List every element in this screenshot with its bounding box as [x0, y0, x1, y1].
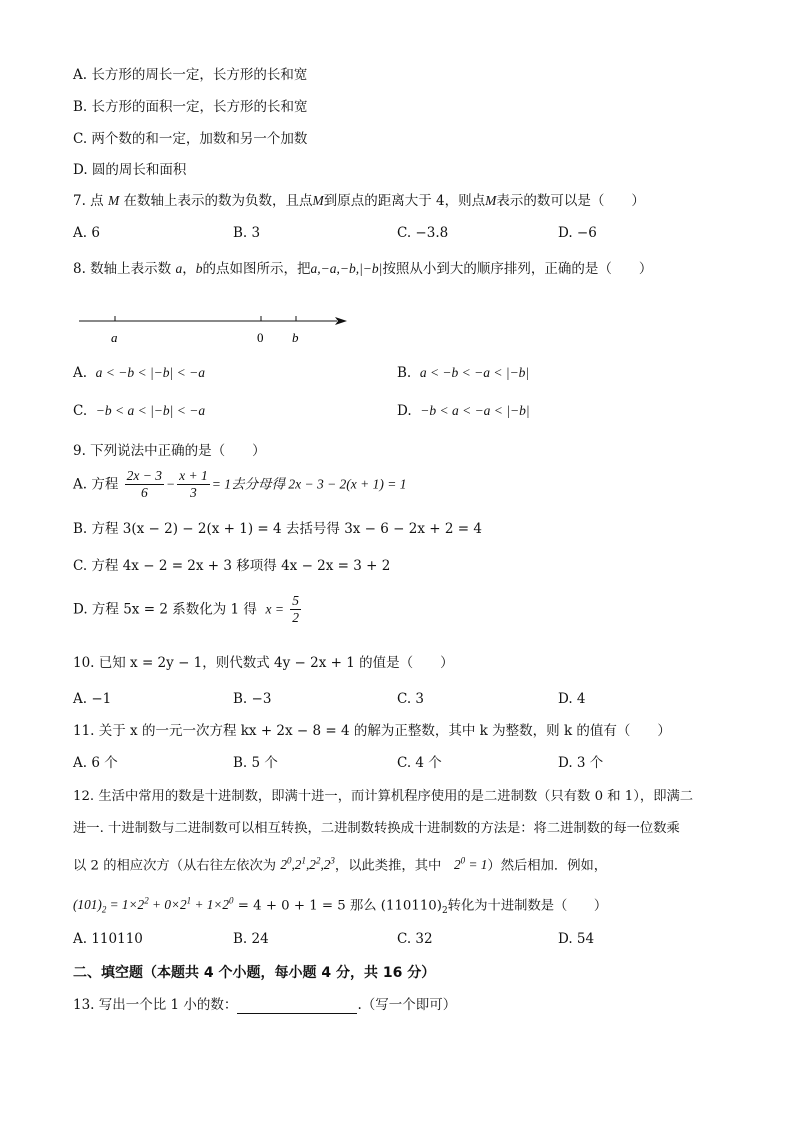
q10-option-b: B. −3	[233, 691, 272, 707]
q9-a-fraction-1: $\frac{2x - 3}{6}$	[126, 468, 162, 500]
q6-option-c: C. 两个数的和一定，加数和另一个加数	[73, 131, 308, 147]
q7-option-a: A. 6	[73, 225, 100, 241]
q8-option-a: A. a < −b < |−b| < −a	[73, 365, 205, 381]
q7-stem: 7. 点 M 在数轴上表示的数为负数，且点M到原点的距离大于 4，则点M表示的数可以是（ ）	[73, 193, 645, 209]
q11-option-a: A. 6 个	[73, 755, 118, 771]
q6-option-a: A. 长方形的周长一定，长方形的长和宽	[73, 67, 308, 83]
label-a: a	[111, 330, 118, 345]
q12-option-a: A. 110110	[73, 931, 143, 947]
q9-stem: 9. 下列说法中正确的是（ ）	[73, 443, 266, 459]
q11-option-b: B. 5 个	[233, 755, 278, 771]
q12-line-1: 12. 生活中常用的数是十进制数，即满十进一，而计算机程序使用的是二进制数（只有数 0 和 1），即满二	[73, 789, 694, 804]
q9-option-d: D. 方程 5x = 2 系数化为 1 得 x = $\frac{5}{2}$	[73, 593, 299, 625]
q10-option-c: C. 3	[397, 691, 425, 707]
q9-d-fraction: $\frac{5}{2}$	[292, 593, 299, 625]
q8-option-b: B. a < −b < −a < |−b|	[397, 365, 530, 381]
q7-option-d: D. −6	[558, 225, 597, 241]
q7-option-b: B. 3	[233, 225, 261, 241]
q11-option-c: C. 4 个	[397, 755, 442, 771]
q8-option-d: D. −b < a < −a < |−b|	[397, 403, 530, 419]
q11-option-d: D. 3 个	[558, 755, 604, 771]
q8-stem: 8. 数轴上表示数 a，b的点如图所示，把a,−a,−b,|−b|按照从小到大的顺序排列，正确的是（ ）	[73, 261, 653, 277]
q12-option-c: C. 32	[397, 931, 433, 947]
q8-option-c: C. −b < a < |−b| < −a	[73, 403, 206, 419]
number-line-figure	[75, 308, 355, 350]
q12-option-b: B. 24	[233, 931, 269, 947]
q12-line-2: 进一. 十进制数与二进制数可以相互转换，二进制数转换成十进制数的方法是：将二进制数的每一位数乘	[73, 821, 680, 836]
q6-option-d: D. 圆的周长和面积	[73, 162, 187, 178]
q9-a-fraction-2: $\frac{x + 1}{3}$	[179, 468, 208, 500]
q13-answer-blank[interactable]	[237, 999, 357, 1014]
q10-stem: 10. 已知 x = 2y − 1，则代数式 4y − 2x + 1 的值是（ ）	[73, 655, 454, 671]
q9-option-b: B. 方程 3(x − 2) − 2(x + 1) = 4 去括号得 3x − 6 − 2x + 2 = 4	[73, 521, 482, 537]
q7-option-c: C. −3.8	[397, 225, 449, 241]
q6-option-b: B. 长方形的面积一定，长方形的长和宽	[73, 99, 308, 115]
q12-line-3: 以 2 的相应次方（从右往左依次为 $2^0,2^1,2^2,2^3$，以此类推，其中 $2^0 = 1$）然后相加．例如，	[73, 856, 608, 874]
q12-line-4: $(101)_2 = 1\times 2^2 + 0\times 2^1 + 1\times 2^0 = 4 + 0 + 1 = 5$ 那么 $(110110)_2$转化为十进制数是（ ）	[73, 896, 608, 917]
q13-stem: 13. 写出一个比 1 小的数： .（写一个即可）	[73, 997, 457, 1013]
q9-option-c: C. 方程 4x − 2 = 2x + 3 移项得 4x − 2x = 3 + 2	[73, 558, 391, 574]
q12-option-d: D. 54	[558, 931, 595, 947]
q9-option-a: A. 方程 $\frac{2x - 3}{6}$ − $\frac{x + 1}{3}$ = 1去分母得 2x − 3 − 2(x + 1) = 1	[73, 468, 407, 500]
q10-option-a: A. −1	[73, 691, 112, 707]
q10-option-d: D. 4	[558, 691, 586, 707]
label-0: 0	[257, 330, 264, 345]
q11-stem: 11. 关于 x 的一元一次方程 kx + 2x − 8 = 4 的解为正整数，其中 k 为整数，则 k 的值有（ ）	[73, 723, 671, 739]
section-2-heading: 二、填空题（本题共 4 个小题，每小题 4 分，共 16 分）	[73, 965, 436, 981]
label-b: b	[292, 330, 299, 345]
